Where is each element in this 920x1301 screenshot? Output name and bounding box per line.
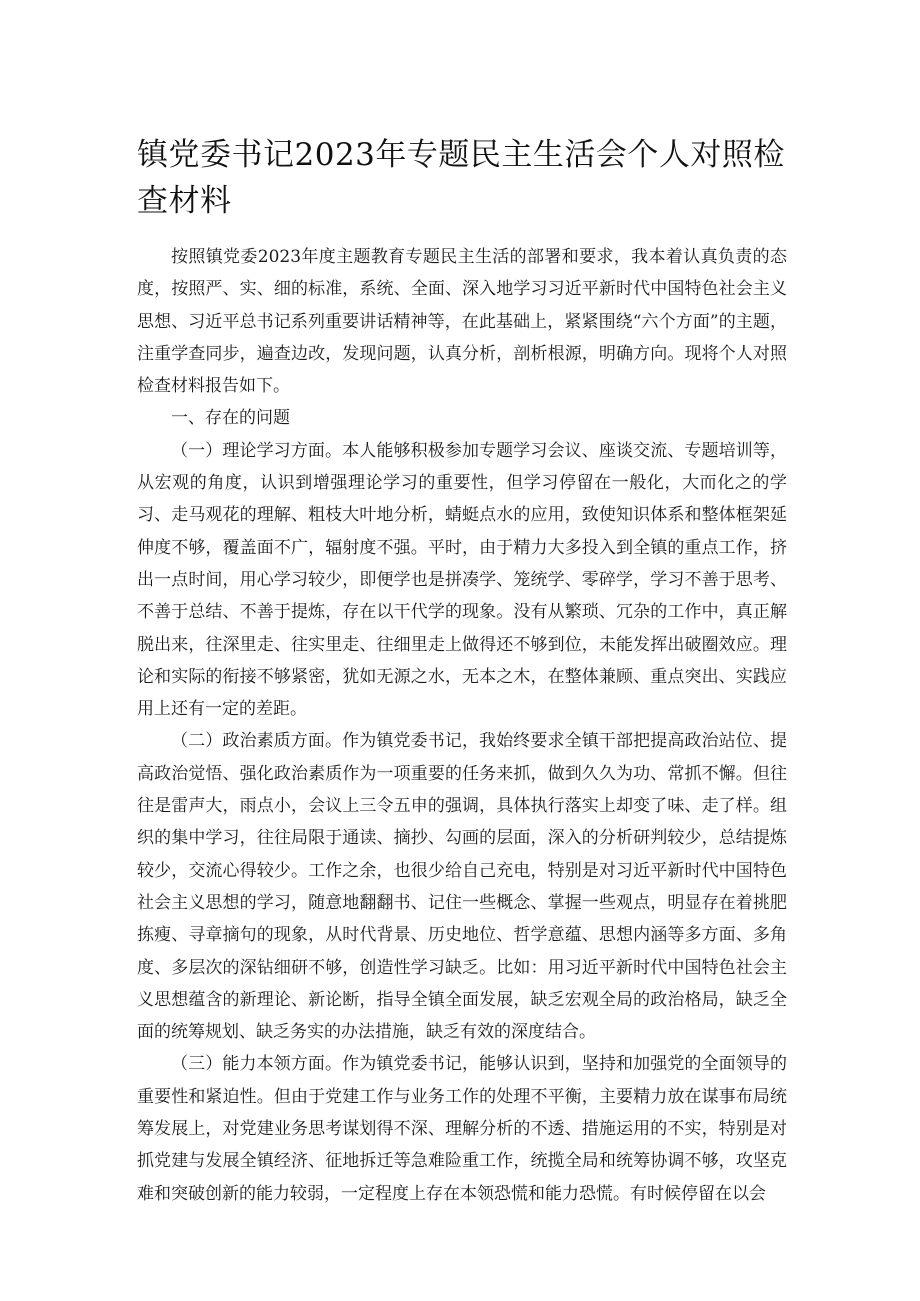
paragraph-ability: （三）能力本领方面。作为镇党委书记，能够认识到，坚持和加强党的全面领导的重要性和紧迫性。但由于党建工作与业务工作的处理不平衡，主要精力放在谋事布局统筹发展上，对党建业务思考谋划得不深、理解分析的不透、措施运用的不实，特别是对抓党建与发展全镇经济、征地拆迁等急难险重工作，统揽全局和统筹协调不够，攻坚克难和突破创新的能力较弱，一定程度上存在本领恐慌和能力恐慌。有时候停留在以会 (137, 1054, 787, 1204)
section-heading-problems: 一、存在的问题 (171, 408, 290, 429)
document-body (137, 241, 787, 1210)
paragraph-theory-study: （一）理论学习方面。本人能够积极参加专题学习会议、座谈交流、专题培训等，从宏观的角度，认识到增强理论学习的重要性，但学习停留在一般化，大而化之的学习、走马观花的理解、粗枝大叶地分析，蜻蜓点水的应用，致使知识体系和整体框架延伸度不够，覆盖面不广，辐射度不强。平时，由于精力大多投入到全镇的重点工作，挤出一点时间，用心学习较少，即便学也是拼凑学、笼统学、零碎学，学习不善于思考、不善于总结、不善于提炼，存在以干代学的现象。没有从繁琐、冗杂的工作中，真正解脱出来，往深里走、往实里走、往细里走上做得还不够到位，未能发挥出破圈效应。理论和实际的衔接不够紧密，犹如无源之水，无本之木，在整体兼顾、重点突出、实践应用上还有一定的差距。 (137, 440, 787, 720)
paragraph-political-quality: （二）政治素质方面。作为镇党委书记，我始终要求全镇干部把提高政治站位、提高政治觉悟、强化政治素质作为一项重要的任务来抓，做到久久为功、常抓不懈。但往往是雷声大，雨点小，会议上三令五申的强调，具体执行落实上却变了味、走了样。组织的集中学习，往往局限于通读、摘抄、勾画的层面，深入的分析研判较少，总结提炼较少，交流心得较少。工作之余，也很少给自己充电，特别是对习近平新时代中国特色社会主义思想的学习，随意地翻翻书、记住一些概念、掌握一些观点，明显存在着挑肥拣瘦、寻章摘句的现象，从时代背景、历史地位、哲学意蕴、思想内涵等多方面、多角度、多层次的深钻细研不够，创造性学习缺乏。比如：用习近平新时代中国特色社会主义思想蕴含的新理论、新论断，指导全镇全面发展，缺乏宏观全局的政治格局，缺乏全面的统筹规划、缺乏务实的办法措施，缺乏有效的深度结合。 (137, 731, 787, 1043)
intro-paragraph: 按照镇党委2023年度主题教育专题民主生活的部署和要求，我本着认真负责的态度，按照严、实、细的标准，系统、全面、深入地学习习近平新时代中国特色社会主义思想、习近平总书记系列重要讲话精神等，在此基础上，紧紧围绕“六个方面”的主题，注重学查同步，遍查边改，发现问题，认真分析，剖析根源，明确方向。现将个人对照检查材料报告如下。 (137, 247, 787, 397)
document-title: 镇党委书记2023年专题民主生活会个人对照检查材料 (137, 137, 785, 219)
